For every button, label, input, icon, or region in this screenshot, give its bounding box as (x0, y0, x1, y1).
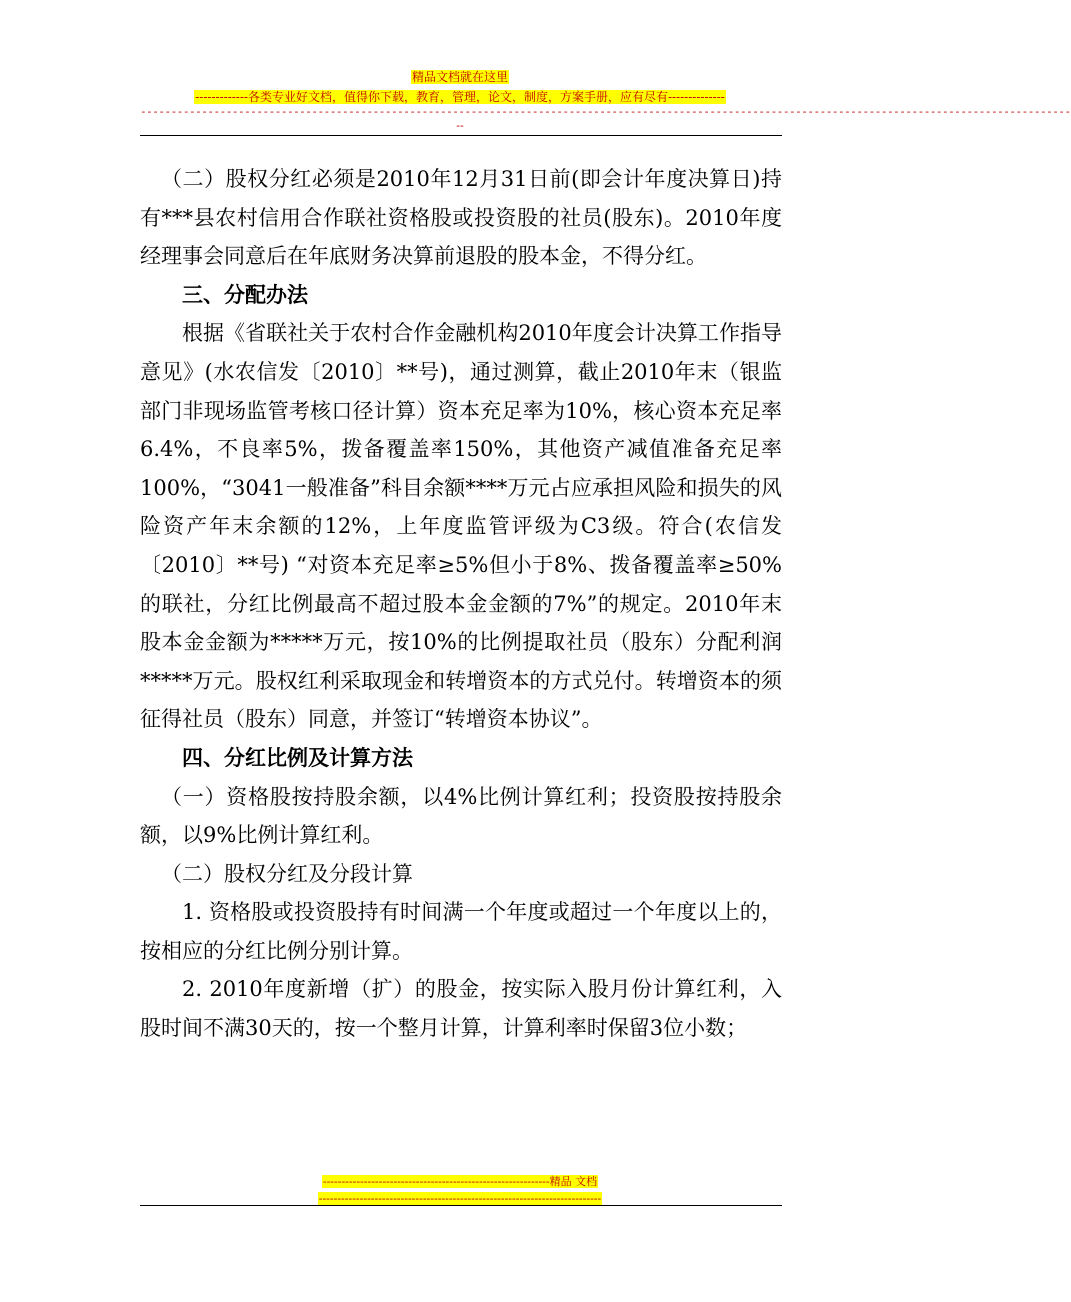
paragraph-distribution-method: 根据《省联社关于农村合作金融机构2010年度会计决算工作指导意见》(水农信发〔2010〕**号)，通过测算，截止2010年末（银监部门非现场监管考核口径计算）资本充足率为10%，核心资本充足率6.4%，不良率5%，拨备覆盖率150%，其他资产减值准备充足率100%，“3041一般准备”科目余额****万元占应承担风险和损失的风险资产年末余额的12%，上年度监管评级为C3级。符合(农信发〔2010〕**号) “对资本充足率≥5%但小于8%、拨备覆盖率≥50%的联社，分红比例最高不超过股本金金额的7%”的规定。2010年末股本金金额为*****万元，按10%的比例提取社员（股东）分配利润*****万元。股权红利采取现金和转增资本的方式兑付。转增资本的须征得社员（股东）同意，并签订“转增资本协议”。 (140, 321, 782, 732)
footer-line1: -------------------------------------------------------------精品 文档 (322, 1175, 598, 1188)
paragraph-item-1: 1. 资格股或投资股持有时间满一个年度或超过一个年度以上的，按相应的分红比例分别计算。 (140, 900, 782, 963)
header-tagline: -------------各类专业好文档，值得你下载，教育，管理，论文，制度，方案手册，应有尽有-------------- (195, 90, 725, 104)
footer-line2: ---------------------------------------------------------------------------- (318, 1192, 602, 1205)
heading-dividend-ratio: 四、分红比例及计算方法 (182, 745, 413, 770)
footer-rule (140, 1205, 782, 1206)
paragraph-item-2: 2. 2010年度新增（扩）的股金，按实际入股月份计算红利，入股时间不满30天的，按一个整月计算，计算利率时保留3位小数； (140, 977, 782, 1041)
header-rule (140, 135, 782, 136)
heading-distribution-method: 三、分配办法 (182, 282, 308, 307)
header-dash-line: -------------------------------------------------------------------------------------------------------------------------------------------------------- (140, 105, 1071, 118)
footer-line2-row (0, 1187, 920, 1206)
paragraph-dividend-ratio: （一）资格股按持股余额，以4%比例计算红利；投资股按持股余额，以9%比例计算红利。 (140, 784, 782, 848)
paragraph-eligibility: （二）股权分红必须是2010年12月31日前(即会计年度决算日)持有***县农村信用合作联社资格股或投资股的社员(股东)。2010年度经理事会同意后在年底财务决算前退股的股本金，不得分红。 (140, 167, 782, 269)
header-title: 精品文档就在这里 (411, 70, 508, 84)
paragraph-segment-calc: （二）股权分红及分段计算 (161, 861, 413, 886)
document-body (140, 160, 782, 1048)
header-title-row (0, 66, 920, 85)
header-dash-tail: -- (456, 119, 464, 132)
header-tagline-row (0, 86, 920, 105)
